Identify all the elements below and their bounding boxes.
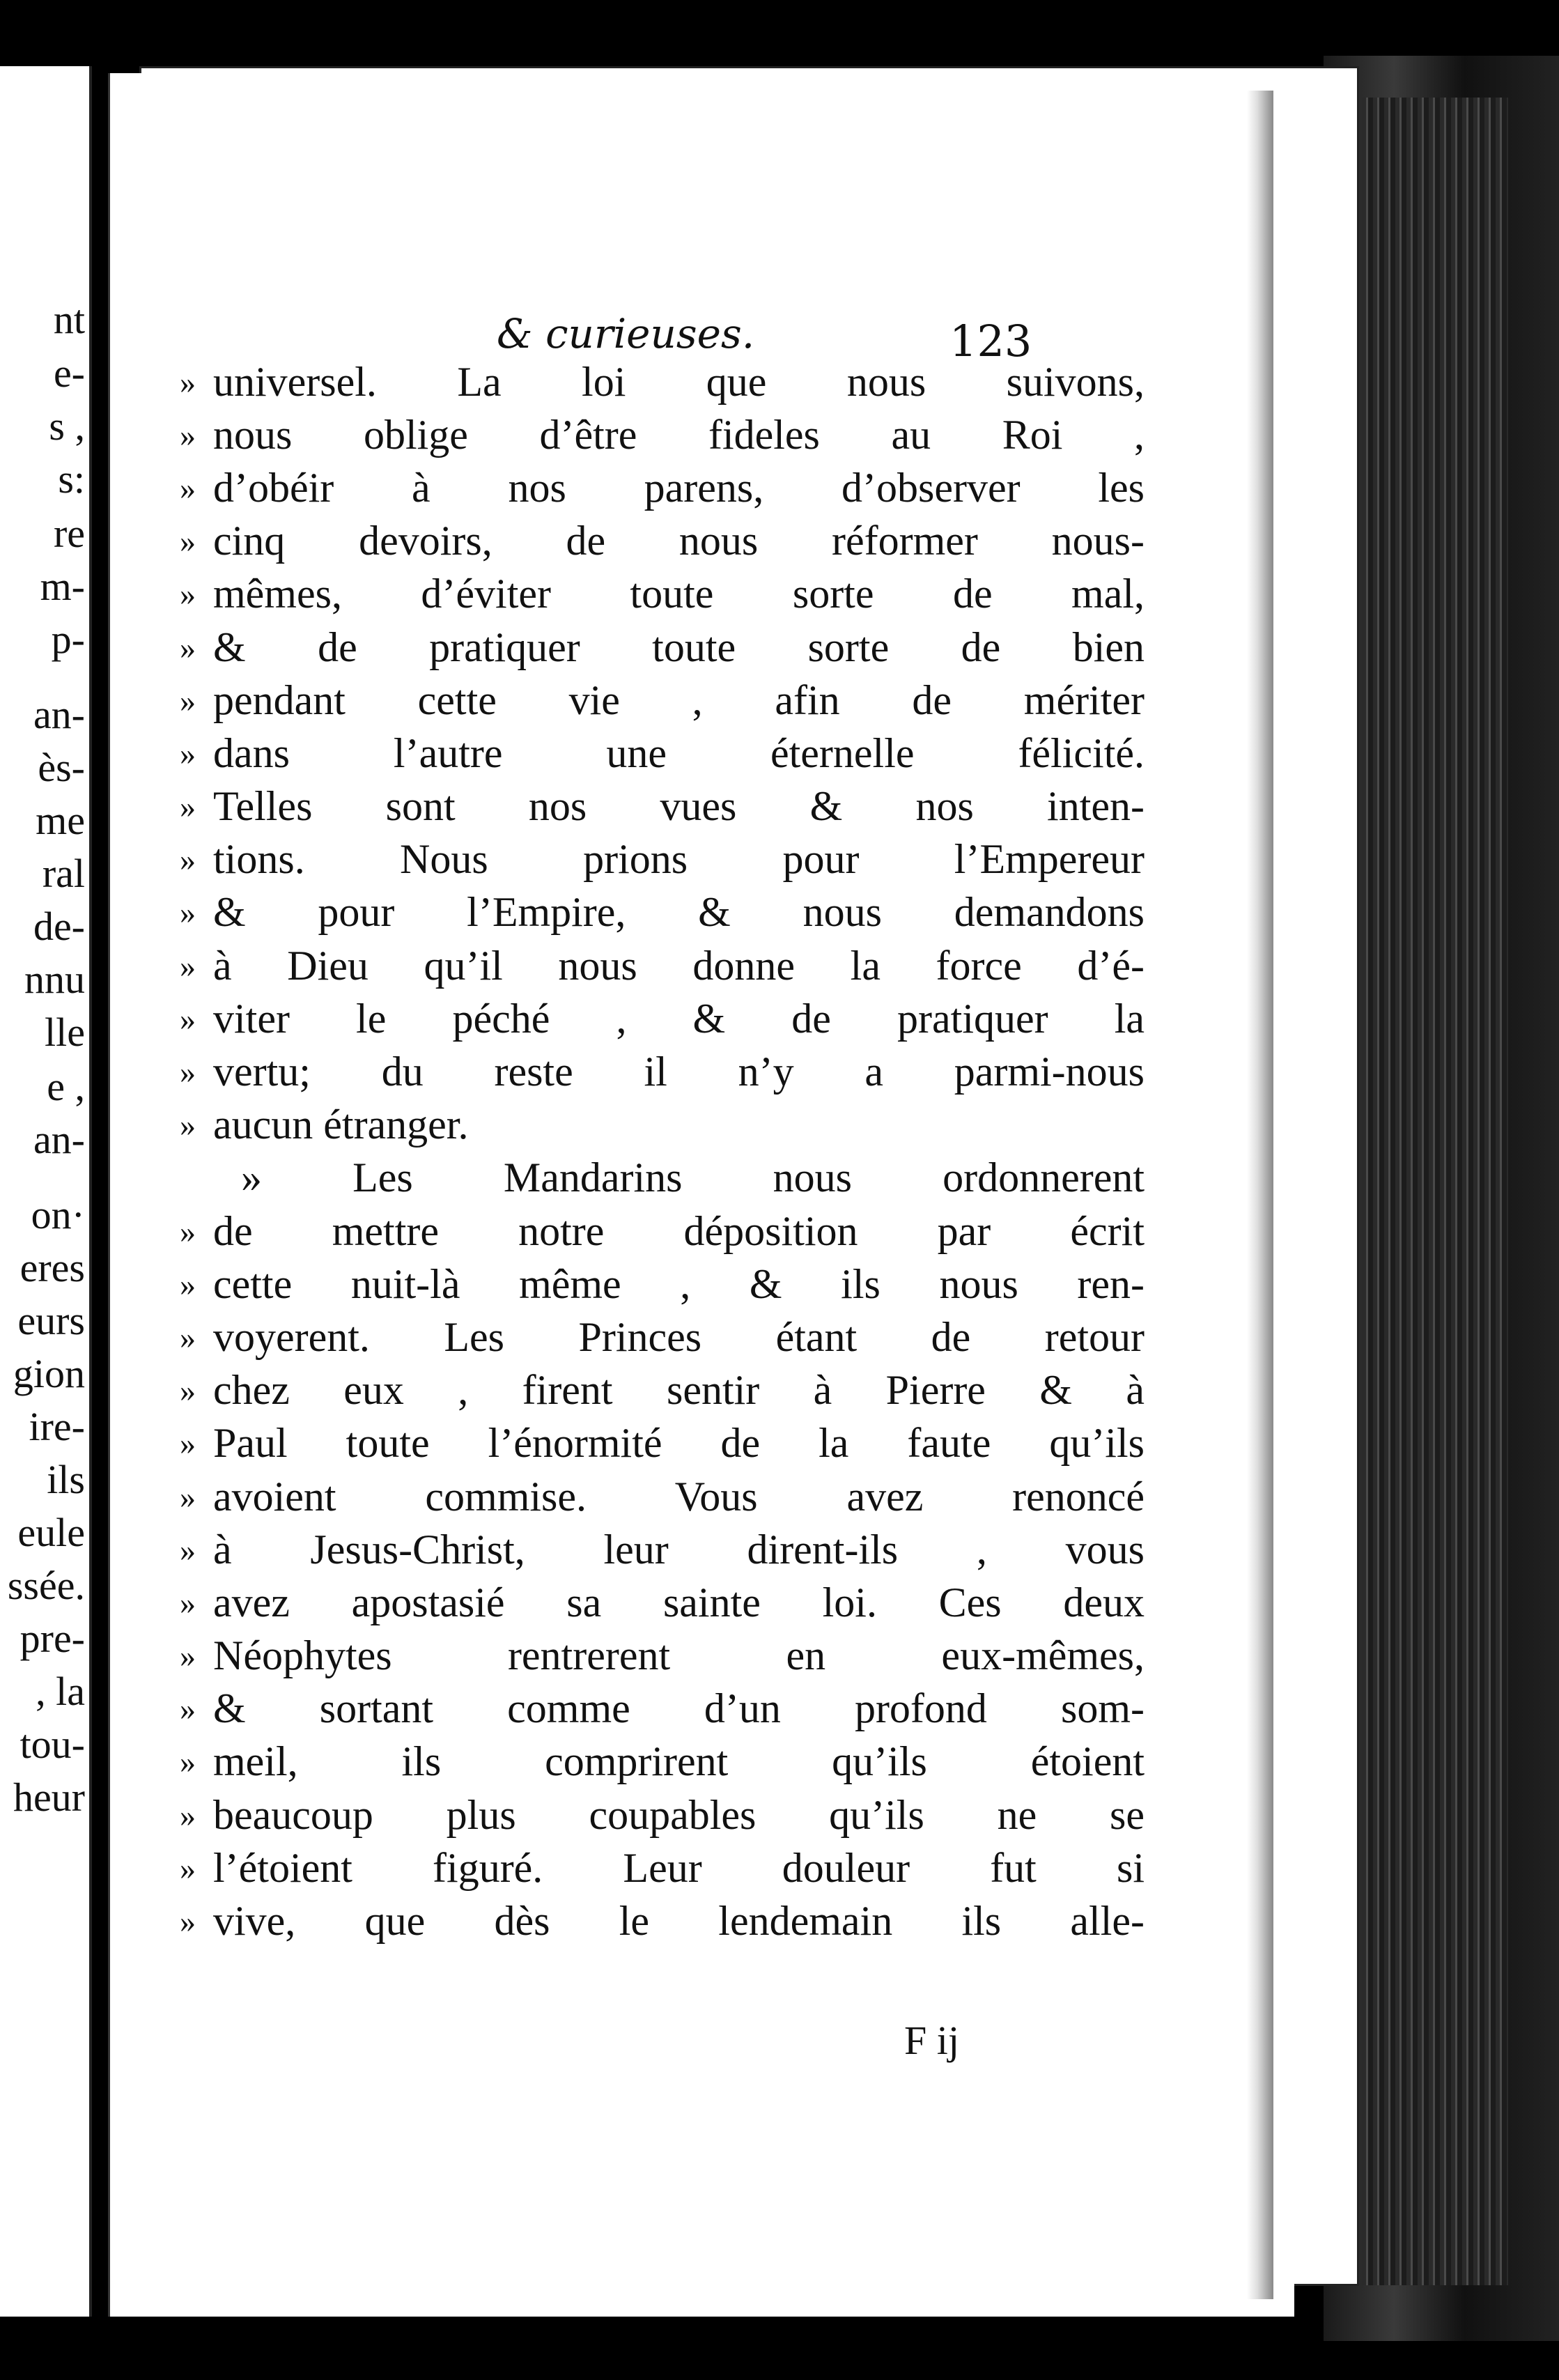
text-line: [180, 1683, 1145, 1736]
quote-mark: »: [180, 1266, 196, 1302]
quote-mark: »: [180, 523, 196, 559]
left-page-fragment: heur: [13, 1775, 85, 1820]
quote-mark: »: [180, 470, 196, 506]
text-line: [180, 939, 1145, 992]
text-line: [180, 1470, 1145, 1523]
page-gutter-shadow: [1247, 91, 1273, 2299]
quote-mark: »: [180, 629, 196, 665]
quote-mark: »: [180, 735, 196, 771]
left-page-fragment: p-: [51, 617, 85, 662]
left-page-fragment: an-: [33, 692, 85, 737]
line-text: nous oblige d’être fideles au Roi ,: [213, 411, 1145, 458]
quote-mark: »: [180, 682, 196, 718]
quote-mark: »: [180, 789, 196, 825]
line-text: universel. La loi que nous suivons,: [213, 358, 1145, 405]
left-page-fragment: e ,: [47, 1064, 85, 1109]
quote-mark: »: [180, 1373, 196, 1409]
text-line: [180, 1630, 1145, 1683]
left-page-fragment: nt: [53, 297, 85, 342]
line-text: & sortant comme d’un profond som-: [213, 1685, 1145, 1732]
left-page-fragment: ssée.: [7, 1563, 85, 1608]
line-text: Paul toute l’énormité de la faute qu’ils: [213, 1420, 1145, 1467]
quote-mark: »: [180, 1797, 196, 1833]
right-page: [108, 73, 1294, 2317]
left-page-fragment: re: [53, 511, 85, 556]
page-number: 123: [949, 316, 1032, 366]
left-page-fragment: ral: [42, 851, 85, 896]
quote-mark: »: [180, 1850, 196, 1886]
text-line: [180, 355, 1145, 408]
quote-mark: »: [180, 576, 196, 612]
left-page-fragment: eres: [20, 1245, 85, 1290]
line-text: vertu; du reste il n’y a parmi-nous: [213, 1049, 1145, 1095]
line-text: beaucoup plus coupables qu’ils ne se: [213, 1791, 1145, 1838]
quote-mark: »: [180, 1478, 196, 1515]
line-text: tions. Nous prions pour l’Empereur: [213, 836, 1145, 883]
quote-mark: »: [180, 1319, 196, 1355]
quote-mark: »: [180, 1744, 196, 1780]
line-text: cinq devoirs, de nous réformer nous-: [213, 518, 1145, 564]
running-head: & curieuses.: [497, 310, 755, 357]
text-line: [180, 674, 1145, 727]
left-page-fragment: e-: [53, 350, 85, 396]
quote-mark: »: [180, 842, 196, 878]
quote-mark: »: [180, 1531, 196, 1568]
line-text: aucun étranger.: [213, 1102, 469, 1148]
left-page-fragment: lle: [45, 1010, 85, 1055]
left-page-fragment: on·: [31, 1192, 85, 1237]
text-line: [180, 780, 1145, 833]
text-line: [180, 1205, 1145, 1258]
line-text: voyerent. Les Princes étant de retour: [213, 1313, 1145, 1360]
line-text: & pour l’Empire, & nous demandons: [213, 889, 1145, 936]
text-line: [180, 1311, 1145, 1363]
left-page-fragment: pre-: [20, 1616, 85, 1661]
text-line: [180, 1576, 1145, 1629]
text-line: [180, 1045, 1145, 1098]
line-text: » Les Mandarins nous ordonnerent: [241, 1154, 1145, 1201]
quote-mark: »: [180, 948, 196, 984]
left-page-fragment: eule: [17, 1510, 85, 1555]
text-line: [180, 1364, 1145, 1417]
text-line: [180, 1736, 1145, 1788]
left-page-fragment: nnu: [24, 957, 85, 1002]
left-page-fragment: me: [36, 798, 85, 843]
quote-mark: »: [180, 1903, 196, 1940]
quote-mark: »: [180, 417, 196, 453]
line-text: l’étoient figuré. Leur douleur fut si: [213, 1844, 1145, 1891]
line-text: meil, ils comprirent qu’ils étoient: [213, 1738, 1145, 1785]
text-line: [180, 568, 1145, 621]
quote-mark: »: [180, 1054, 196, 1090]
line-text: mêmes, d’éviter toute sorte de mal,: [213, 571, 1145, 617]
quote-mark: »: [180, 1213, 196, 1249]
line-text: dans l’autre une éternelle félicité.: [213, 729, 1145, 776]
text-line: [180, 1841, 1145, 1894]
line-text: d’obéir à nos parens, d’observer les: [213, 464, 1145, 511]
quote-mark: »: [180, 895, 196, 931]
left-page-fragment: s:: [58, 456, 85, 502]
left-page-fragment: eurs: [17, 1298, 85, 1343]
text-line: [180, 1258, 1145, 1311]
quote-mark: »: [180, 364, 196, 400]
left-page-fragment: ire-: [29, 1404, 85, 1449]
line-text: Néophytes rentrerent en eux-mêmes,: [213, 1632, 1145, 1679]
text-line: [180, 992, 1145, 1045]
quote-mark: »: [180, 1000, 196, 1037]
line-text: Telles sont nos vues & nos inten-: [213, 783, 1145, 830]
left-page-fragment: ils: [47, 1457, 85, 1502]
left-page-fragment: an-: [33, 1117, 85, 1162]
text-line: [180, 886, 1145, 939]
text-line: [180, 1152, 1145, 1205]
text-line: [180, 1894, 1145, 1947]
line-text: viter le péché , & de pratiquer la: [213, 995, 1145, 1042]
text-line: [180, 408, 1145, 461]
left-page-fragment: m-: [40, 564, 85, 609]
line-text: & de pratiquer toute sorte de bien: [213, 624, 1145, 670]
text-line: [180, 1523, 1145, 1576]
quote-mark: »: [180, 1638, 196, 1674]
text-line: [180, 1099, 1145, 1152]
text-line: [180, 1417, 1145, 1470]
line-text: avez apostasié sa sainte loi. Ces deux: [213, 1579, 1145, 1625]
line-text: pendant cette vie , afin de mériter: [213, 677, 1145, 723]
left-page-fragment: de-: [33, 904, 85, 949]
line-text: cette nuit-là même , & ils nous ren-: [213, 1260, 1145, 1307]
left-page-fragment: s ,: [49, 403, 85, 449]
text-line: [180, 621, 1145, 674]
text-line: [180, 1788, 1145, 1841]
text-line: [180, 727, 1145, 780]
text-line: [180, 833, 1145, 886]
line-text: de mettre notre déposition par écrit: [213, 1207, 1145, 1254]
quote-mark: »: [180, 1691, 196, 1727]
quote-mark: »: [180, 1107, 196, 1143]
left-page: [0, 66, 92, 2317]
line-text: à Jesus-Christ, leur dirent-ils , vous: [213, 1526, 1145, 1572]
left-page-fragment: tou-: [20, 1722, 85, 1767]
quote-mark: »: [180, 1584, 196, 1621]
line-text: chez eux , firent sentir à Pierre & à: [213, 1367, 1145, 1414]
body-text: [180, 355, 1145, 1948]
line-text: à Dieu qu’il nous donne la force d’é-: [213, 942, 1145, 989]
left-page-fragment: ès-: [38, 745, 85, 790]
quote-mark: »: [180, 1425, 196, 1462]
page-stack-edge: [1362, 98, 1508, 2285]
line-text: vive, que dès le lendemain ils alle-: [213, 1898, 1145, 1945]
signature-mark: F ij: [904, 2018, 959, 2063]
left-page-fragment: , la: [36, 1669, 85, 1714]
text-line: [180, 515, 1145, 568]
left-page-fragment: gion: [13, 1351, 85, 1396]
text-line: [180, 461, 1145, 514]
line-text: avoient commise. Vous avez renoncé: [213, 1473, 1145, 1520]
